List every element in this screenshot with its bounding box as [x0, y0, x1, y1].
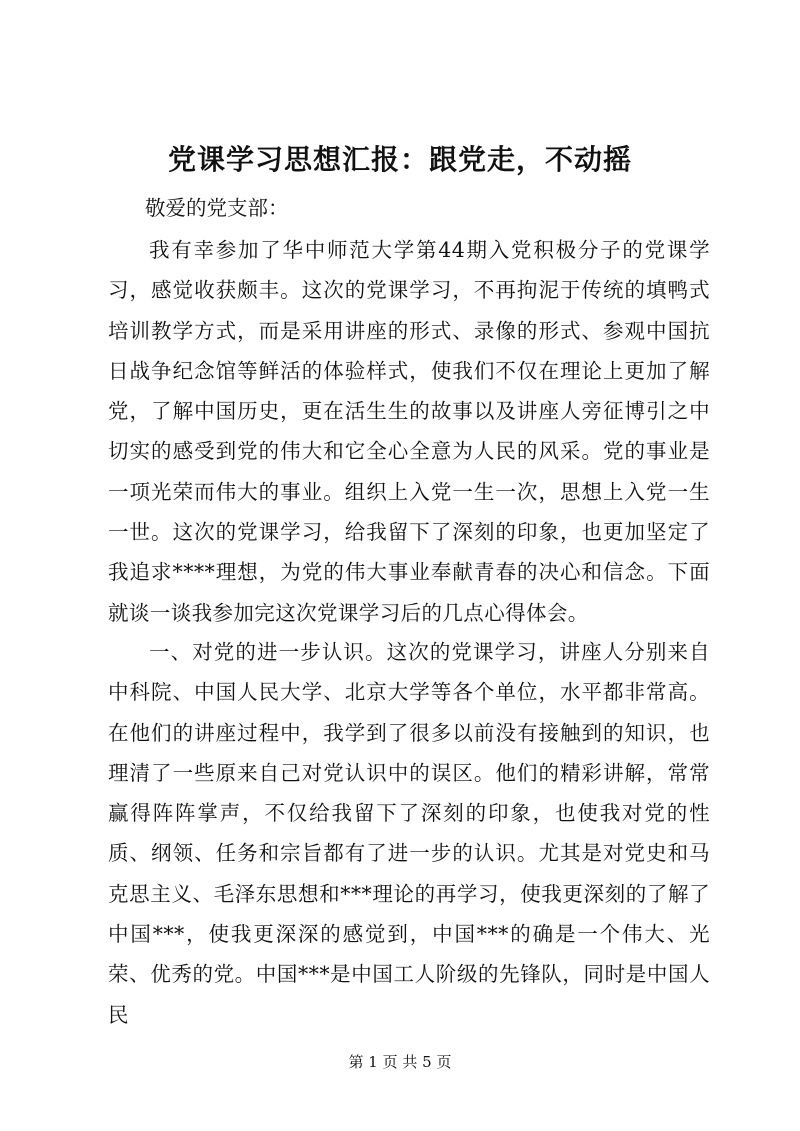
- body-paragraph-1: 我有幸参加了华中师范大学第44期入党积极分子的党课学习，感觉收获颇丰。这次的党课学习，不再拘泥于传统的填鸭式培训教学方式，而是采用讲座的形式、录像的形式、参观中国抗日战争纪念馆等鲜活的体验样式，使我们不仅在理论上更加了解党，了解中国历史，更在活生生的故事以及讲座人旁征博引之中切实的感受到党的伟大和它全心全意为人民的风采。党的事业是一项光荣而伟大的事业。组织上入党一生一次，思想上入党一生一世。这次的党课学习，给我留下了深刻的印象，也更加坚定了我追求****理想，为党的伟大事业奉献青春的决心和信念。下面就谈一谈我参加完这次党课学习后的几点心得体会。: [108, 238, 710, 625]
- salutation: 敬爱的党支部：: [145, 196, 289, 220]
- body-paragraph-2: 一、对党的进一步认识。这次的党课学习，讲座人分别来自中科院、中国人民大学、北京大学等各个单位，水平都非常高。在他们的讲座过程中，我学到了很多以前没有接触到的知识，也理清了一些原来自己对党认识中的误区。他们的精彩讲解，常常赢得阵阵掌声，不仅给我留下了深刻的印象，也使我对党的性质、纲领、任务和宗旨都有了进一步的认识。尤其是对党史和马克思主义、毛泽东思想和***理论的再学习，使我更深刻的了解了中国***，使我更深深的感觉到，中国***的确是一个伟大、光荣、优秀的党。中国***是中国工人阶级的先锋队，同时是中国人民: [108, 640, 710, 1027]
- page-number-footer: 第 1 页 共 5 页: [348, 1053, 452, 1071]
- document-title: 党课学习思想汇报：跟党走，不动摇: [167, 143, 632, 176]
